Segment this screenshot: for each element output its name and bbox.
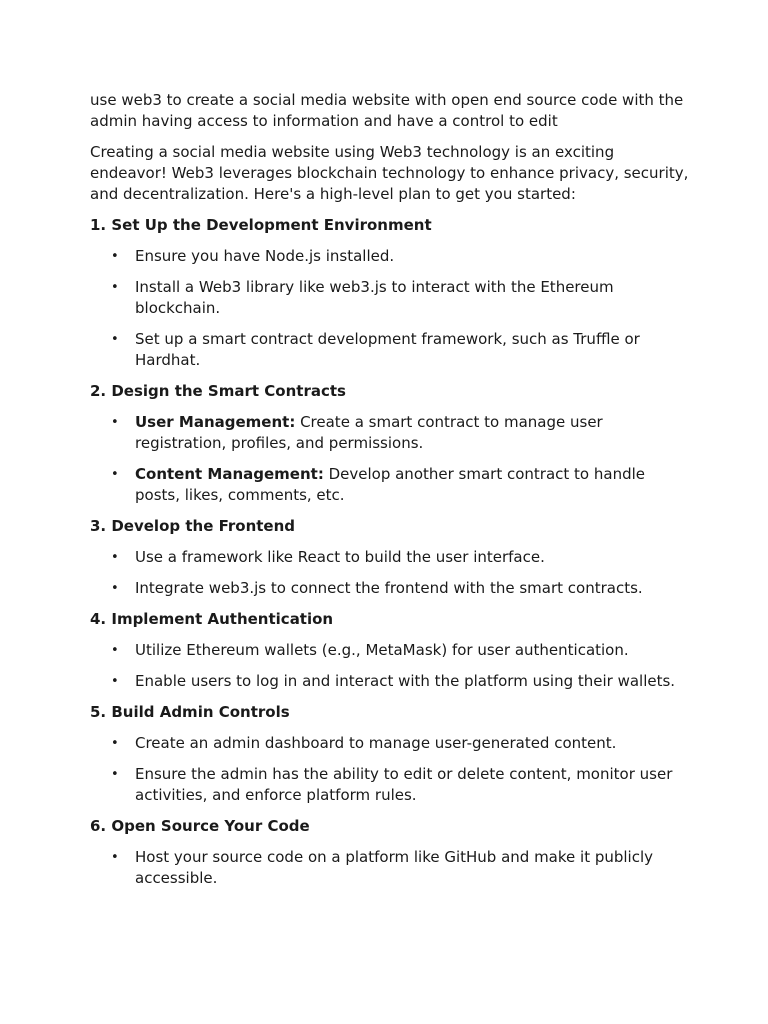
list-item [135,640,690,661]
list-item [135,277,690,319]
list-item [135,464,690,506]
list-item [135,671,690,692]
list-item-text: Ensure the admin has the ability to edit or delete content, monitor user activities, and enforce platform rules. [135,765,673,804]
bullet-list [90,246,690,371]
list-item-text: Enable users to log in and interact with the platform using their wallets. [135,672,676,690]
bullet-list [90,733,690,806]
section-heading: 6. Open Source Your Code [90,817,310,835]
list-item [135,764,690,806]
list-item-label: Content Management: [135,465,324,483]
section-6 [90,816,690,889]
list-item [135,246,690,267]
list-item [135,733,690,754]
section-heading: 5. Build Admin Controls [90,703,290,721]
list-item [135,847,690,889]
bullet-list [90,847,690,889]
section-1 [90,215,690,371]
list-item-text: Create an admin dashboard to manage user-generated content. [135,734,617,752]
section-4 [90,609,690,692]
section-3 [90,516,690,599]
list-item-text: Create a smart contract to manage user registration, profiles, and permissions. [135,413,603,452]
list-item [135,578,690,599]
list-item-text: Ensure you have Node.js installed. [135,247,395,265]
list-item-label: User Management: [135,413,296,431]
list-item [135,412,690,454]
section-heading: 3. Develop the Frontend [90,517,296,535]
section-heading: 2. Design the Smart Contracts [90,382,346,400]
list-item [135,547,690,568]
list-item-text: Set up a smart contract development framework, such as Truffle or Hardhat. [135,330,640,369]
section-2 [90,381,690,506]
sections-container [90,215,690,889]
list-item [135,329,690,371]
section-heading: 4. Implement Authentication [90,610,334,628]
section-5 [90,702,690,806]
user-prompt: use web3 to create a social media website with open end source code with the admin having access to information and have a control to edit [90,91,684,130]
intro-paragraph: Creating a social media website using Web3 technology is an exciting endeavor! Web3 leverages blockchain technology to enhance privacy, security, and decentralization. Here's a high-level plan to get you started: [90,143,689,203]
list-item-text: Utilize Ethereum wallets (e.g., MetaMask) for user authentication. [135,641,629,659]
list-item-text: Host your source code on a platform like GitHub and make it publicly accessible. [135,848,654,887]
list-item-text: Use a framework like React to build the user interface. [135,548,545,566]
section-heading: 1. Set Up the Development Environment [90,216,432,234]
list-item-text: Install a Web3 library like web3.js to interact with the Ethereum blockchain. [135,278,614,317]
bullet-list [90,640,690,692]
list-item-text: Integrate web3.js to connect the frontend with the smart contracts. [135,579,643,597]
bullet-list [90,412,690,506]
list-item-text: Develop another smart contract to handle posts, likes, comments, etc. [135,465,645,504]
bullet-list [90,547,690,599]
